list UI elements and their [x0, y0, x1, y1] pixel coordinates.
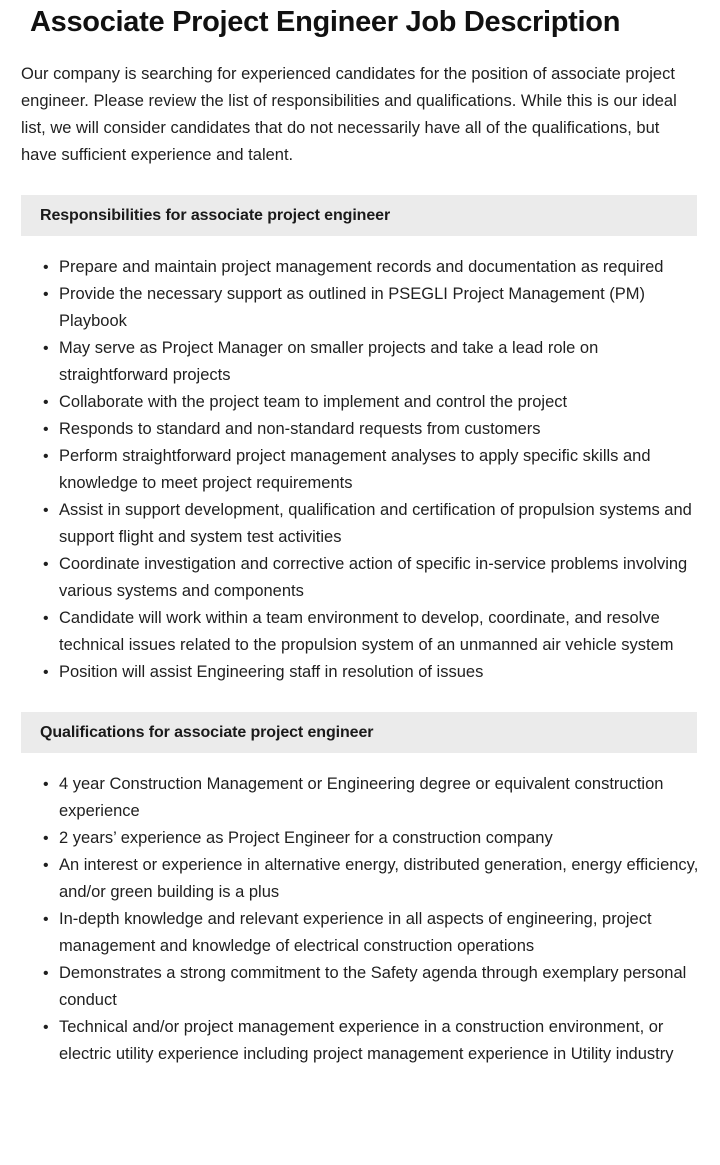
- list-item: • Coordinate investigation and corrective action of specific in-service problems involving various systems and components: [21, 551, 699, 605]
- list-item: • Responds to standard and non-standard requests from customers: [21, 416, 699, 443]
- list-item: • May serve as Project Manager on smaller projects and take a lead role on straightforward projects: [21, 335, 699, 389]
- list-item: • Assist in support development, qualification and certification of propulsion systems and support flight and system test activities: [21, 497, 699, 551]
- list-item: • Technical and/or project management experience in a construction environment, or electric utility experience including project management experience in Utility industry: [21, 1014, 699, 1068]
- qualifications-section: [21, 712, 699, 1068]
- list-item: • Position will assist Engineering staff in resolution of issues: [21, 659, 699, 686]
- responsibilities-section: [21, 195, 699, 686]
- qualifications-list: [21, 753, 699, 1068]
- qualifications-header: [21, 712, 697, 753]
- list-item: • Collaborate with the project team to implement and control the project: [21, 389, 699, 416]
- list-item: • Provide the necessary support as outlined in PSEGLI Project Management (PM) Playbook: [21, 281, 699, 335]
- list-item: • In-depth knowledge and relevant experience in all aspects of engineering, project management and knowledge of electrical construction operations: [21, 906, 699, 960]
- responsibilities-header: [21, 195, 697, 236]
- list-item: • Candidate will work within a team environment to develop, coordinate, and resolve technical issues related to the propulsion system of an unmanned air vehicle system: [21, 605, 699, 659]
- list-item: • 2 years’ experience as Project Engineer for a construction company: [21, 825, 699, 852]
- intro-paragraph: Our company is searching for experienced candidates for the position of associate project engineer. Please review the list of responsibilities and qualifications. While this is our ideal list, we will consider candidates that do not necessarily have all of the qualifications, but have sufficient experience and talent.: [21, 65, 677, 165]
- list-item: • An interest or experience in alternative energy, distributed generation, energy efficiency, and/or green building is a plus: [21, 852, 699, 906]
- list-item: • 4 year Construction Management or Engineering degree or equivalent construction experience: [21, 771, 699, 825]
- page-title: Associate Project Engineer Job Description: [30, 6, 621, 38]
- responsibilities-list: [21, 236, 699, 686]
- list-item: • Perform straightforward project management analyses to apply specific skills and knowledge to meet project requirements: [21, 443, 699, 497]
- list-item: • Demonstrates a strong commitment to the Safety agenda through exemplary personal conduct: [21, 960, 699, 1014]
- responsibilities-heading-text: Responsibilities for associate project engineer: [40, 206, 391, 224]
- list-item: • Prepare and maintain project management records and documentation as required: [21, 254, 699, 281]
- qualifications-heading-text: Qualifications for associate project engineer: [40, 723, 374, 741]
